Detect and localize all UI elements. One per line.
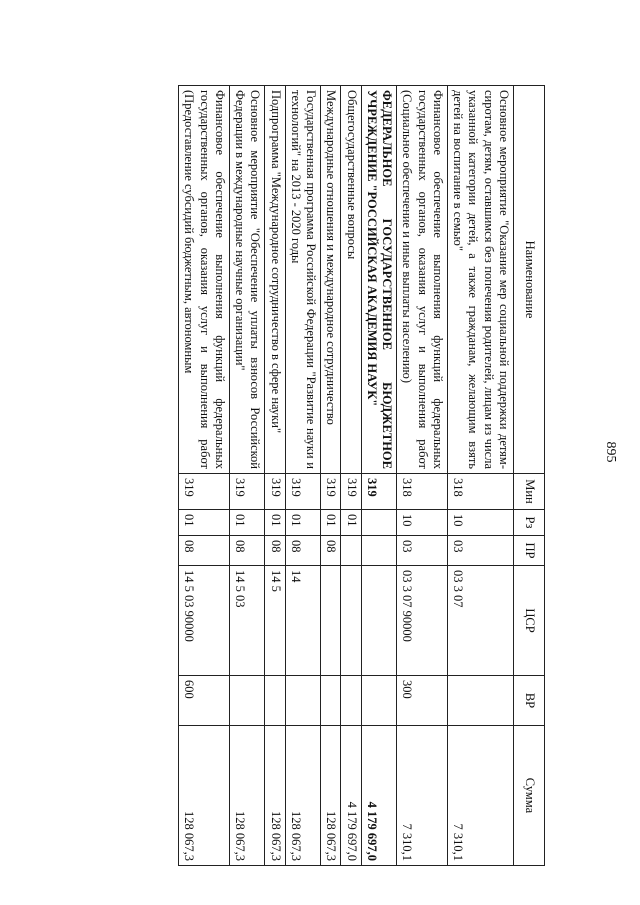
- row-name: Государственная программа Российской Федерации "Развитие науки и технологий" на 2013 - 2020 годы: [285, 86, 321, 474]
- table-header-row: [514, 86, 545, 866]
- row-csr: [361, 566, 397, 676]
- row-min: 318: [448, 474, 514, 510]
- row-csr: 14 5: [265, 566, 285, 676]
- row-sum: 128 067,3: [265, 726, 285, 866]
- row-csr: 03 3 07: [448, 566, 514, 676]
- header-csr: ЦСР: [514, 566, 545, 676]
- row-sum: 128 067,3: [179, 726, 230, 866]
- row-pr: 08: [265, 536, 285, 566]
- row-min: 319: [285, 474, 321, 510]
- row-sum: 4 179 697,0: [341, 726, 361, 866]
- table-row: [397, 86, 448, 866]
- header-pr: ПР: [514, 536, 545, 566]
- row-vr: [321, 676, 341, 726]
- row-rz: 01: [230, 510, 266, 536]
- row-vr: [341, 676, 361, 726]
- row-sum: 128 067,3: [230, 726, 266, 866]
- row-rz: 10: [397, 510, 448, 536]
- row-name: Общегосударственные вопросы: [341, 86, 361, 474]
- row-pr: 08: [179, 536, 230, 566]
- row-name: Международные отношения и международное сотрудничество: [321, 86, 341, 474]
- row-csr: [341, 566, 361, 676]
- row-name: Основное мероприятие "Оказание мер социальной поддержки детям-сиротам, детям, оставшимся без попечения родителей, лицам из числа указанной категории детей, а также гражданам, желающим взять детей на воспитание в семью": [448, 86, 514, 474]
- header-sum: Сумма: [514, 726, 545, 866]
- row-sum: 7 310,1: [448, 726, 514, 866]
- row-sum: 128 067,3: [321, 726, 341, 866]
- row-vr: [448, 676, 514, 726]
- row-rz: [361, 510, 397, 536]
- rotated-table-wrapper: [55, 85, 545, 865]
- budget-table: [178, 85, 545, 866]
- row-min: 319: [230, 474, 266, 510]
- row-min: 319: [179, 474, 230, 510]
- row-vr: [361, 676, 397, 726]
- row-pr: 03: [397, 536, 448, 566]
- row-sum: 128 067,3: [285, 726, 321, 866]
- row-name: Финансовое обеспечение выполнения функций федеральных государственных органов, оказания услуг и выполнения работ (Предоставление субсидий бюджетным, автономным: [179, 86, 230, 474]
- table-row-bold: [361, 86, 397, 866]
- row-rz: 01: [321, 510, 341, 536]
- header-name: Наименование: [514, 86, 545, 474]
- header-vr: ВР: [514, 676, 545, 726]
- row-pr: 03: [448, 536, 514, 566]
- row-sum: 4 179 697,0: [361, 726, 397, 866]
- row-pr: 08: [230, 536, 266, 566]
- row-vr: [230, 676, 266, 726]
- row-rz: 01: [265, 510, 285, 536]
- table-row: [230, 86, 266, 866]
- row-rz: 01: [179, 510, 230, 536]
- page-number: 895: [603, 441, 618, 463]
- table-row: [265, 86, 285, 866]
- row-vr: 600: [179, 676, 230, 726]
- table-row: [448, 86, 514, 866]
- row-rz: 01: [341, 510, 361, 536]
- row-rz: 01: [285, 510, 321, 536]
- row-csr: [321, 566, 341, 676]
- row-name: Основное мероприятие "Обеспечение уплаты взносов Российской Федерации в международные научные организации": [230, 86, 266, 474]
- row-min: 319: [321, 474, 341, 510]
- row-min: 318: [397, 474, 448, 510]
- row-vr: 300: [397, 676, 448, 726]
- table-row: [321, 86, 341, 866]
- row-name: Подпрограмма "Международное сотрудничество в сфере науки": [265, 86, 285, 474]
- row-name: ФЕДЕРАЛЬНОЕ ГОСУДАРСТВЕННОЕ БЮДЖЕТНОЕ УЧРЕЖДЕНИЕ "РОССИЙСКАЯ АКАДЕМИЯ НАУК": [361, 86, 397, 474]
- table-row: [341, 86, 361, 866]
- row-csr: 14 5 03: [230, 566, 266, 676]
- row-csr: 03 3 07 90000: [397, 566, 448, 676]
- row-min: 319: [265, 474, 285, 510]
- row-pr: [361, 536, 397, 566]
- row-pr: 08: [285, 536, 321, 566]
- row-pr: [341, 536, 361, 566]
- row-pr: 08: [321, 536, 341, 566]
- row-csr: 14 5 03 90000: [179, 566, 230, 676]
- row-csr: 14: [285, 566, 321, 676]
- header-rz: Рз: [514, 510, 545, 536]
- row-name: Финансовое обеспечение выполнения функций федеральных государственных органов, оказания услуг и выполнения работ (Социальное обеспечение и иные выплаты населению): [397, 86, 448, 474]
- row-vr: [285, 676, 321, 726]
- row-vr: [265, 676, 285, 726]
- table-row: [285, 86, 321, 866]
- row-sum: 7 310,1: [397, 726, 448, 866]
- row-rz: 10: [448, 510, 514, 536]
- header-min: Мин: [514, 474, 545, 510]
- table-row: [179, 86, 230, 866]
- row-min: 319: [341, 474, 361, 510]
- row-min: 319: [361, 474, 397, 510]
